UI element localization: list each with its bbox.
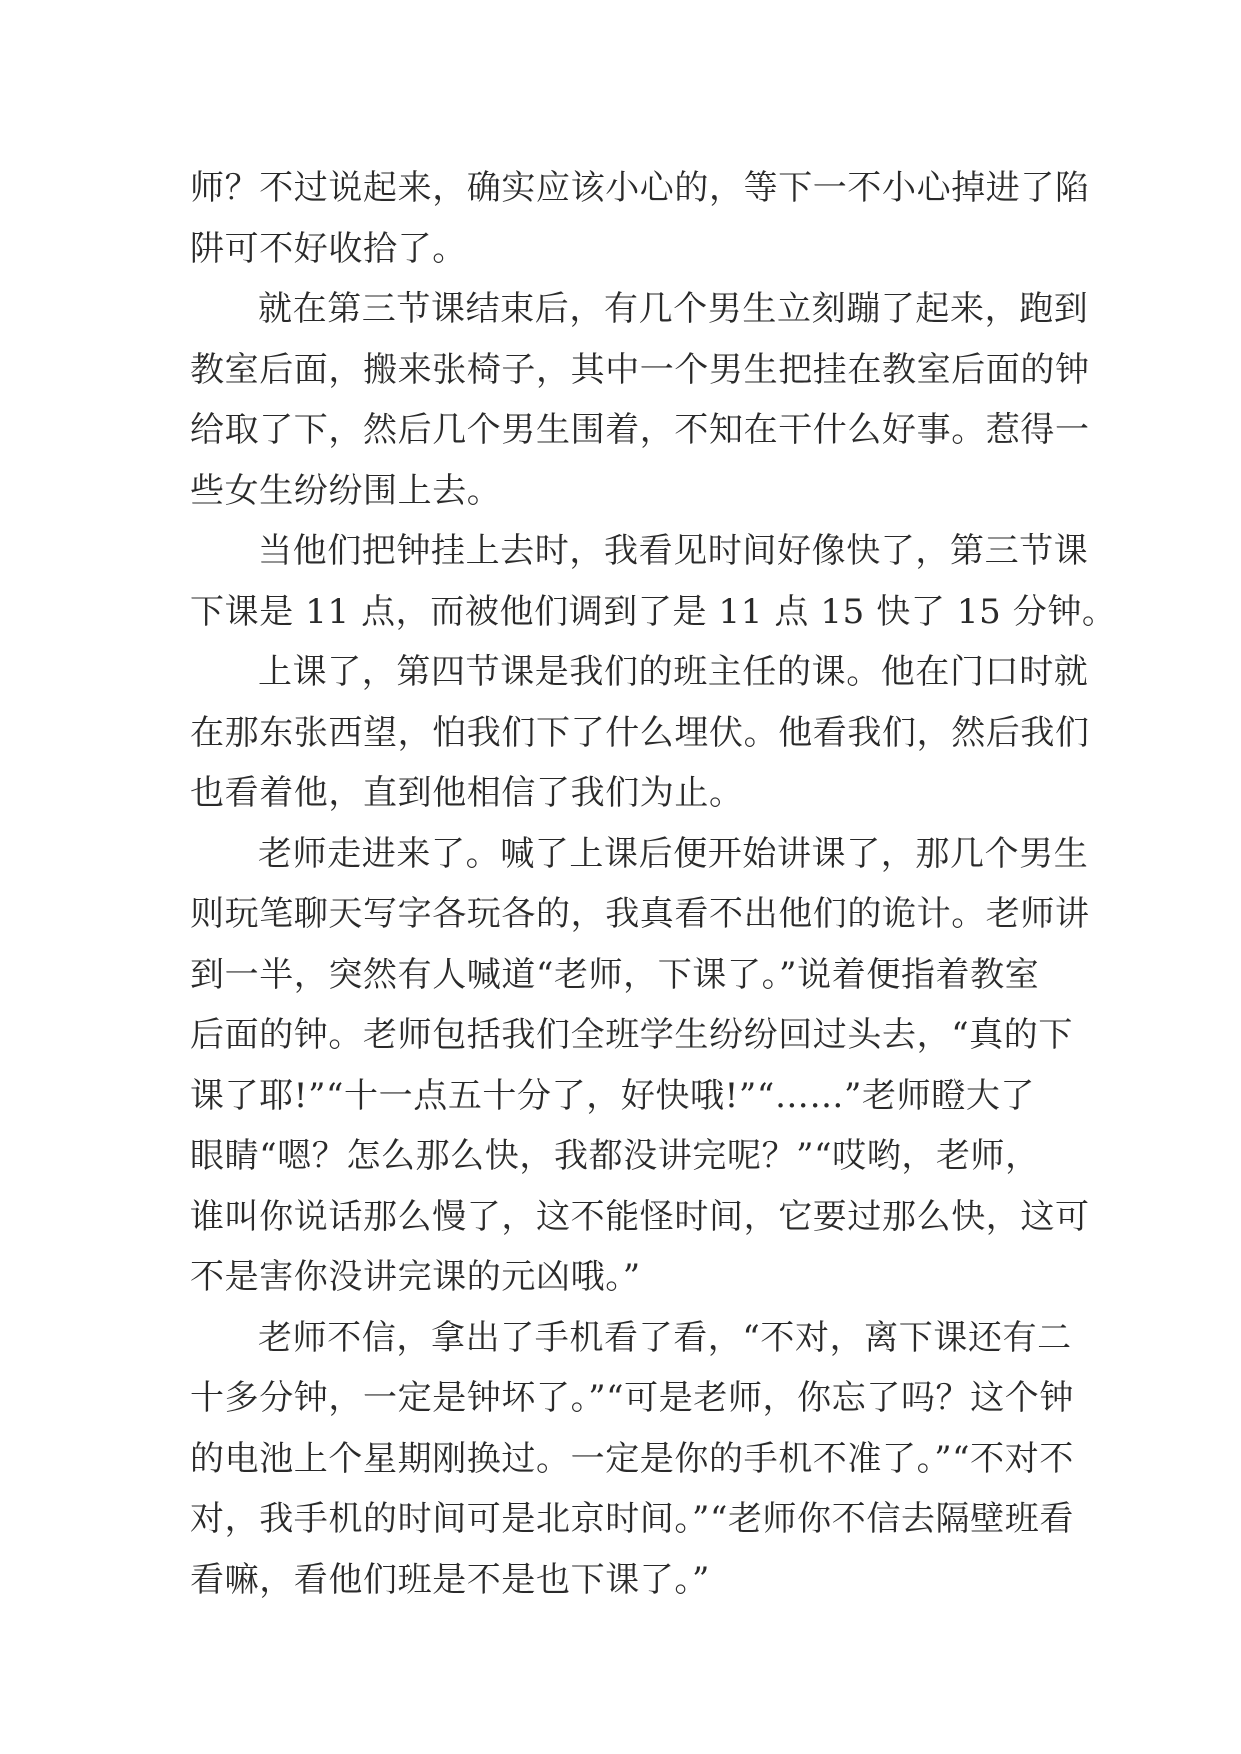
paragraph [190, 824, 1090, 1308]
text-line: 不是害你没讲完课的元凶哦。” [190, 1257, 641, 1297]
text-line: 阱可不好收拾了。 [190, 228, 467, 269]
text-line: 十多分钟，一定是钟坏了。”“可是老师，你忘了吗？这个钟 [190, 1378, 1074, 1418]
text-line: 当他们把钟挂上去时，我看见时间好像快了，第三节课 [258, 531, 1089, 571]
text-line: 师？不过说起来，确实应该小心的，等下一不小心掉进了陷 [190, 168, 1090, 208]
paragraph [190, 642, 1090, 824]
text-line: 眼睛“嗯？怎么那么快，我都没讲完呢？”“哎哟，老师， [190, 1136, 1040, 1176]
paragraph [190, 1308, 1074, 1611]
text-line: 的电池上个星期刚换过。一定是你的手机不准了。”“不对不 [190, 1438, 1074, 1479]
text-line: 老师不信，拿出了手机看了看，“不对，离下课还有二 [258, 1317, 1072, 1358]
text-line: 对，我手机的时间可是北京时间。”“老师你不信去隔壁班看 [190, 1499, 1074, 1539]
paragraph [190, 279, 1090, 521]
text-line: 教室后面，搬来张椅子，其中一个男生把挂在教室后面的钟 [190, 349, 1090, 390]
text-line: 课了耶!”“十一点五十分了，好快哦!”“……”老师瞪大了 [190, 1075, 1036, 1116]
text-line: 后面的钟。老师包括我们全班学生纷纷回过头去，“真的下 [190, 1015, 1073, 1055]
text-line: 上课了，第四节课是我们的班主任的课。他在门口时就 [258, 652, 1089, 692]
text-line: 也看着他，直到他相信了我们为止。 [190, 773, 744, 813]
text-line: 下课是 11 点，而被他们调到了是 11 点 15 快了 15 分钟。 [190, 591, 1117, 632]
text-line: 给取了下，然后几个男生围着，不知在干什么好事。惹得一 [190, 410, 1090, 450]
text-line: 看嘛，看他们班是不是也下课了。” [190, 1559, 710, 1600]
paragraph [190, 521, 1117, 642]
text-line: 些女生纷纷围上去。 [190, 470, 502, 511]
text-line: 则玩笔聊天写字各玩各的，我真看不出他们的诡计。老师讲 [190, 894, 1090, 934]
text-line: 就在第三节课结束后，有几个男生立刻蹦了起来，跑到 [258, 289, 1089, 329]
text-line: 谁叫你说话那么慢了，这不能怪时间，它要过那么快，这可 [190, 1196, 1090, 1237]
document-body [190, 158, 1117, 1610]
text-line: 到一半，突然有人喊道“老师，下课了。”说着便指着教室 [190, 954, 1040, 995]
paragraph [190, 158, 1090, 279]
text-line: 在那东张西望，怕我们下了什么埋伏。他看我们，然后我们 [190, 712, 1090, 753]
text-line: 老师走进来了。喊了上课后便开始讲课了，那几个男生 [258, 833, 1089, 874]
